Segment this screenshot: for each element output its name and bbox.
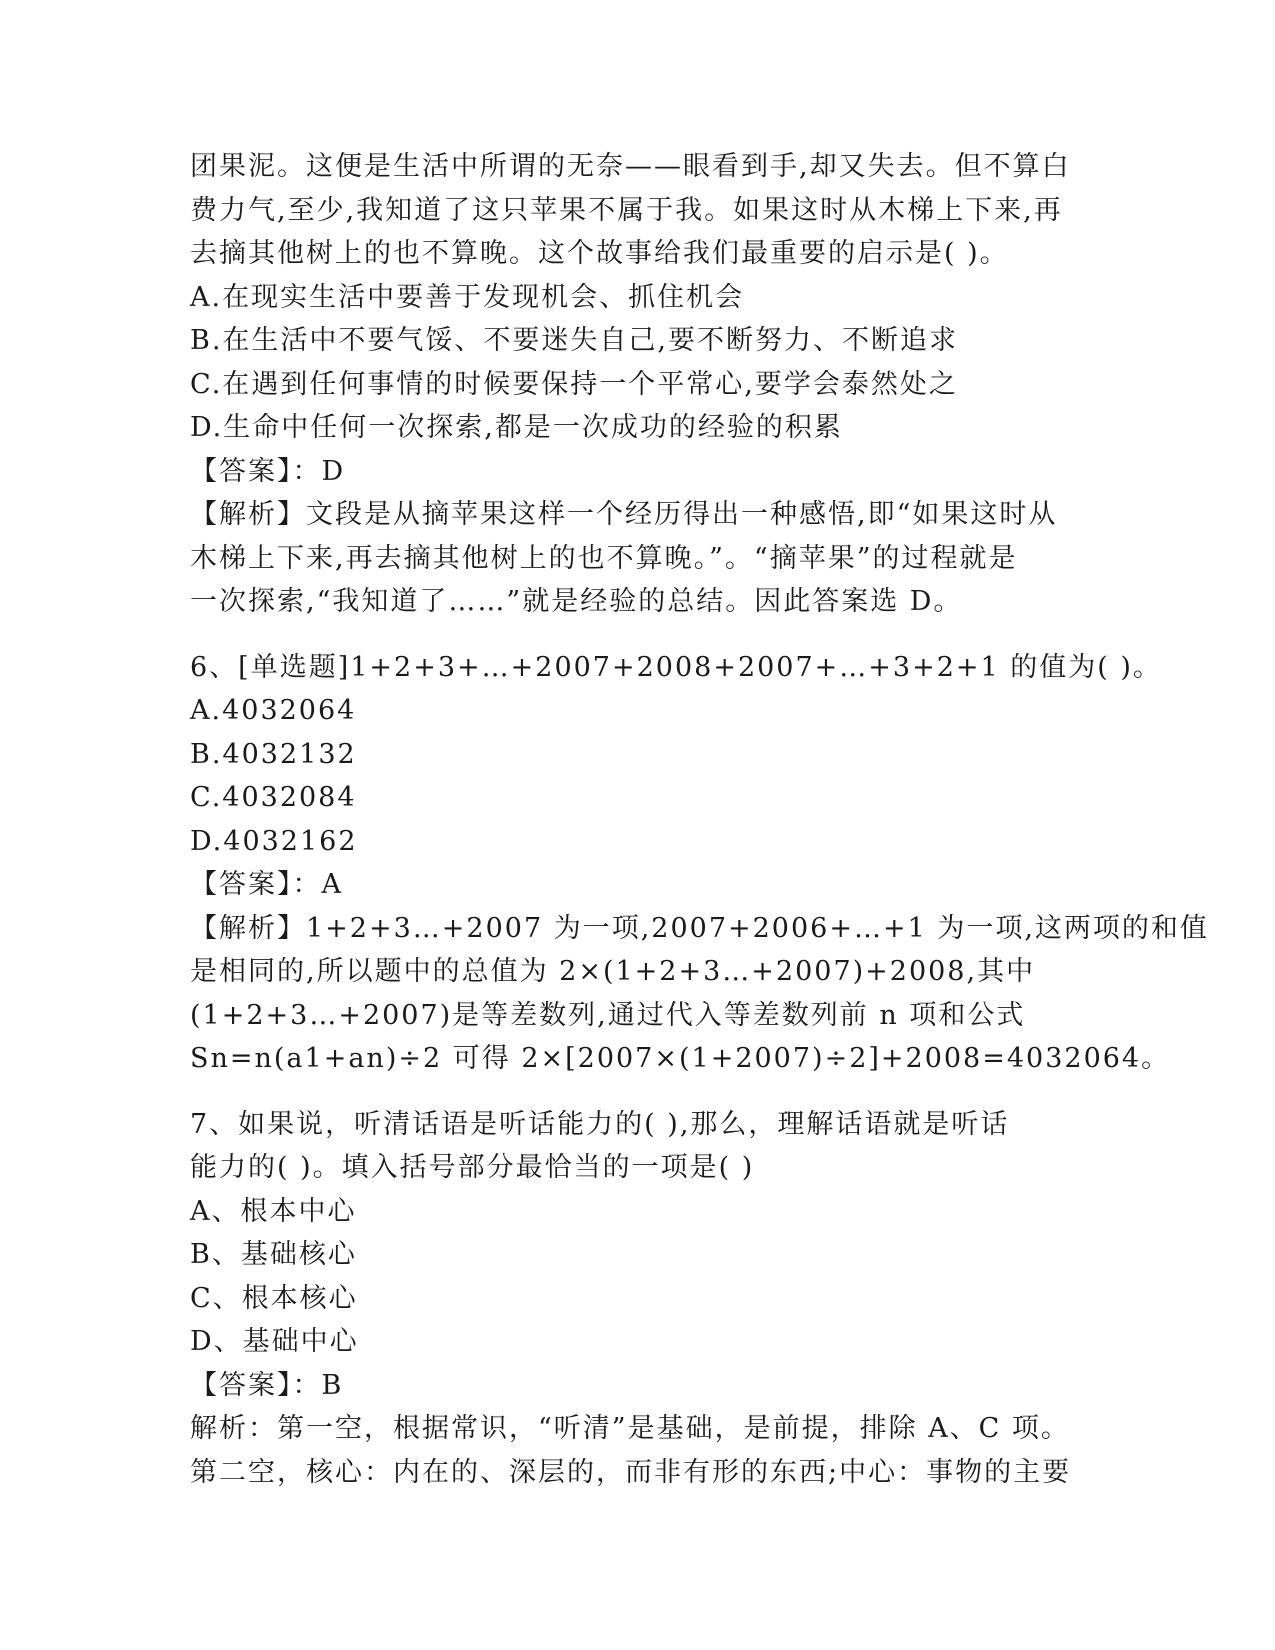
analysis-line: 一次探索,“我知道了……”就是经验的总结。因此答案选 D。 bbox=[190, 586, 963, 617]
option-a: A.在现实生活中要善于发现机会、抓住机会 bbox=[190, 281, 745, 313]
analysis-line: 木梯上下来,再去摘其他树上的也不算晚。”。“摘苹果”的过程就是 bbox=[190, 542, 1018, 574]
analysis-line: 解析：第一空，根据常识，“听清”是基础，是前提，排除 A、C 项。 bbox=[190, 1413, 1070, 1444]
analysis-line: 第二空，核心：内在的、深层的，而非有形的东西;中心：事物的主要 bbox=[190, 1456, 1072, 1488]
document-content bbox=[190, 145, 1209, 1494]
analysis-line: Sn=n(a1+an)÷2 可得 2×[2007×(1+2007)÷2]+2008=4032064。 bbox=[190, 1043, 1171, 1074]
answer-line: 【答案】：B bbox=[190, 1369, 344, 1401]
option-c: C、根本核心 bbox=[190, 1282, 358, 1314]
answer-line: 【答案】：A bbox=[190, 869, 343, 900]
option-b: B.在生活中不要气馁、不要迷失自己,要不断努力、不断追求 bbox=[190, 325, 959, 356]
analysis-line: 是相同的,所以题中的总值为 2×(1+2+3…+2007)+2008,其中 bbox=[190, 956, 1036, 987]
option-d: D.4032162 bbox=[190, 825, 358, 857]
option-b: B.4032132 bbox=[190, 738, 357, 770]
question-6 bbox=[190, 646, 1209, 1081]
answer-line: 【答案】：D bbox=[190, 455, 346, 487]
analysis-line: (1+2+3…+2007)是等差数列,通过代入等差数列前 n 项和公式 bbox=[190, 999, 1026, 1031]
question-7 bbox=[190, 1103, 1080, 1495]
question-5 bbox=[190, 145, 1080, 624]
question-stem-line: 团果泥。这便是生活中所谓的无奈——眼看到手,却又失去。但不算白 bbox=[190, 151, 1071, 182]
option-c: C.4032084 bbox=[190, 782, 357, 813]
question-stem-line: 去摘其他树上的也不算晚。这个故事给我们最重要的启示是( )。 bbox=[190, 238, 1009, 269]
option-b: B、基础核心 bbox=[190, 1239, 357, 1270]
question-stem-line: 6、[单选题]1+2+3+…+2007+2008+2007+…+3+2+1 的值为( )。 bbox=[190, 651, 1162, 683]
option-a: A.4032064 bbox=[190, 695, 357, 726]
analysis-line: 【解析】1+2+3…+2007 为一项,2007+2006+…+1 为一项,这两项的和值 bbox=[190, 912, 1209, 944]
option-c: C.在遇到任何事情的时候要保持一个平常心,要学会泰然处之 bbox=[190, 368, 958, 400]
question-stem-line: 费力气,至少,我知道了这只苹果不属于我。如果这时从木梯上下来,再 bbox=[190, 194, 1063, 226]
section-gap bbox=[190, 1081, 1080, 1103]
option-a: A、根本中心 bbox=[190, 1195, 357, 1227]
section-gap bbox=[190, 624, 1080, 646]
question-stem-line: 7、如果说，听清话语是听话能力的( ),那么，理解话语就是听话 bbox=[190, 1108, 1010, 1140]
analysis-line: 【解析】文段是从摘苹果这样一个经历得出一种感悟,即“如果这时从 bbox=[190, 499, 1058, 530]
option-d: D.生命中任何一次探索,都是一次成功的经验的积累 bbox=[190, 412, 843, 443]
option-d: D、基础中心 bbox=[190, 1326, 359, 1357]
question-stem-line: 能力的( )。填入括号部分最恰当的一项是( ) bbox=[190, 1152, 755, 1183]
